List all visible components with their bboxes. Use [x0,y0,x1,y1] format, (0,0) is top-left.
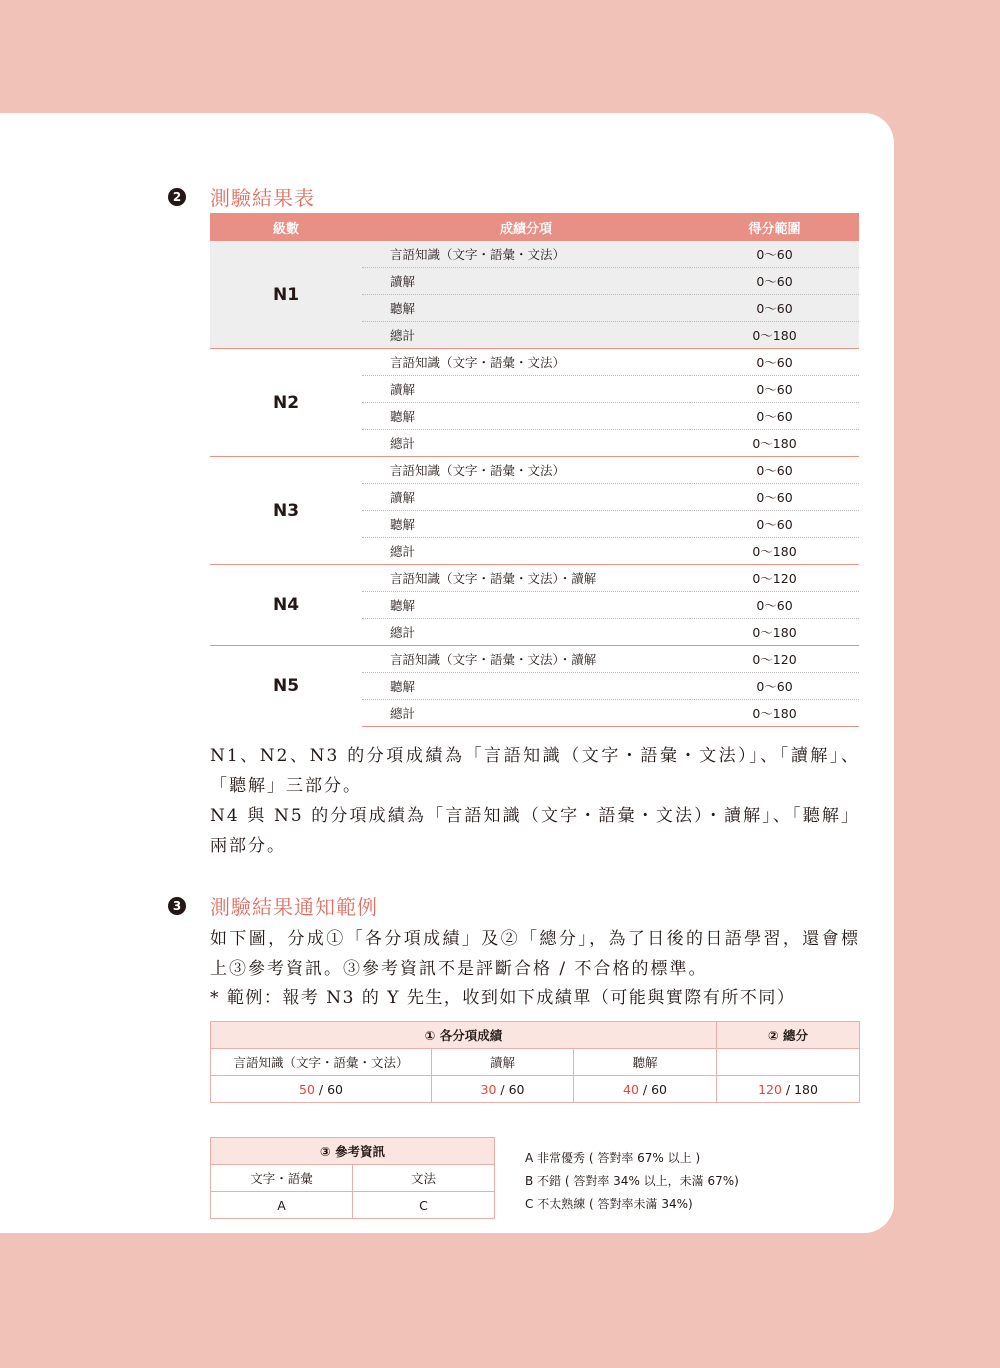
column-header: 聽解 [574,1049,717,1076]
reference-column: 文法 [353,1165,495,1192]
section-3-heading [168,891,378,920]
range-cell: 0～120 [690,565,859,592]
range-cell: 0～120 [690,646,859,673]
legend-item: C 不太熟練 ( 答對率未滿 34%) [525,1197,693,1211]
subject-cell: 聽解 [362,673,690,700]
score-cell [717,1076,860,1103]
range-cell: 0～60 [690,673,859,700]
subject-cell: 言語知識（文字・語彙・文法）・讀解 [362,646,690,673]
column-header: 言語知識（文字・語彙・文法） [211,1049,432,1076]
subject-cell: 聽解 [362,403,690,430]
score-value: 50 [299,1081,315,1097]
score-value: 30 [480,1081,497,1097]
level-group-n5 [210,646,859,727]
subject-cell: 言語知識（文字・語彙・文法） [362,349,690,376]
score-max: / 60 [314,1081,343,1097]
header-range: 得分範圍 [690,213,859,241]
score-max: / 180 [781,1081,818,1097]
range-cell: 0～180 [690,322,859,349]
subject-cell: 讀解 [362,376,690,403]
subject-cell: 總計 [362,700,690,727]
range-cell: 0～60 [690,349,859,376]
score-max: / 60 [496,1081,525,1097]
subject-cell: 總計 [362,538,690,565]
score-max: / 60 [638,1081,667,1097]
header-subject: 成績分項 [362,213,690,241]
reference-grade: A [211,1192,353,1219]
intro-paragraph: 如下圖，分成①「各分項成績」及②「總分」，為了日後的日語學習，還會標上③參考資訊。③參考資訊不是評斷合格 / 不合格的標準。 [210,929,860,979]
subject-cell: 聽解 [362,592,690,619]
score-value: 120 [758,1081,782,1097]
range-cell: 0～180 [690,619,859,646]
range-cell: 0～60 [690,484,859,511]
level-group-n2 [210,349,859,457]
results-table [210,213,859,727]
range-cell: 0～180 [690,538,859,565]
range-cell: 0～60 [690,241,859,268]
range-cell: 0～180 [690,700,859,727]
subject-cell: 聽解 [362,511,690,538]
section-2-heading [168,182,315,211]
grade-legend [525,1147,739,1216]
section-number-badge: 2 [168,188,186,206]
reference-grade: C [353,1192,495,1219]
subject-cell: 聽解 [362,295,690,322]
range-cell: 0～60 [690,403,859,430]
section-number-badge: 3 [168,897,186,915]
legend-item: B 不錯 ( 答對率 34% 以上，未滿 67%) [525,1174,739,1188]
subject-cell: 讀解 [362,484,690,511]
score-value: 40 [623,1081,639,1097]
subject-cell: 言語知識（文字・語彙・文法） [362,241,690,268]
section-title: 測驗結果表 [210,186,315,210]
level-label: N3 [210,457,362,565]
level-group-n1 [210,241,859,349]
subject-cell: 言語知識（文字・語彙・文法）・讀解 [362,565,690,592]
level-label: N1 [210,241,362,349]
level-label: N2 [210,349,362,457]
subject-cell: 總計 [362,619,690,646]
subject-cell: 總計 [362,430,690,457]
range-cell: 0～60 [690,592,859,619]
level-label: N4 [210,565,362,646]
example-note: * 範例：報考 N3 的 Y 先生，收到如下成績單（可能與實際有所不同） [210,988,796,1008]
group-total-header: ② 總分 [717,1022,860,1049]
column-header: 讀解 [432,1049,574,1076]
score-cell [574,1076,717,1103]
range-cell: 0～60 [690,376,859,403]
level-group-n4 [210,565,859,646]
score-cell [432,1076,574,1103]
score-cell [211,1076,432,1103]
column-header [717,1049,860,1076]
score-notice-table [210,1021,860,1103]
reference-title: ③ 參考資訊 [211,1138,495,1165]
note-n1-n3: N1、N2、N3 的分項成績為「言語知識（文字・語彙・文法）」、「讀解」、「聽解」三部分。 [210,746,860,796]
range-cell: 0～60 [690,268,859,295]
range-cell: 0～60 [690,295,859,322]
reference-info-table [210,1137,495,1219]
reference-column: 文字・語彙 [211,1165,353,1192]
subject-cell: 讀解 [362,268,690,295]
subject-cell: 言語知識（文字・語彙・文法） [362,457,690,484]
range-cell: 0～180 [690,430,859,457]
range-cell: 0～60 [690,457,859,484]
group-subscores-header: ① 各分項成績 [211,1022,717,1049]
legend-item: A 非常優秀 ( 答對率 67% 以上 ) [525,1151,701,1165]
section-title: 測驗結果通知範例 [210,895,378,919]
header-level: 級數 [210,213,362,241]
range-cell: 0～60 [690,511,859,538]
subject-cell: 總計 [362,322,690,349]
level-label: N5 [210,646,362,727]
level-group-n3 [210,457,859,565]
note-n4-n5: N4 與 N5 的分項成績為「言語知識（文字・語彙・文法）・讀解」、「聽解」兩部分。 [210,806,860,856]
